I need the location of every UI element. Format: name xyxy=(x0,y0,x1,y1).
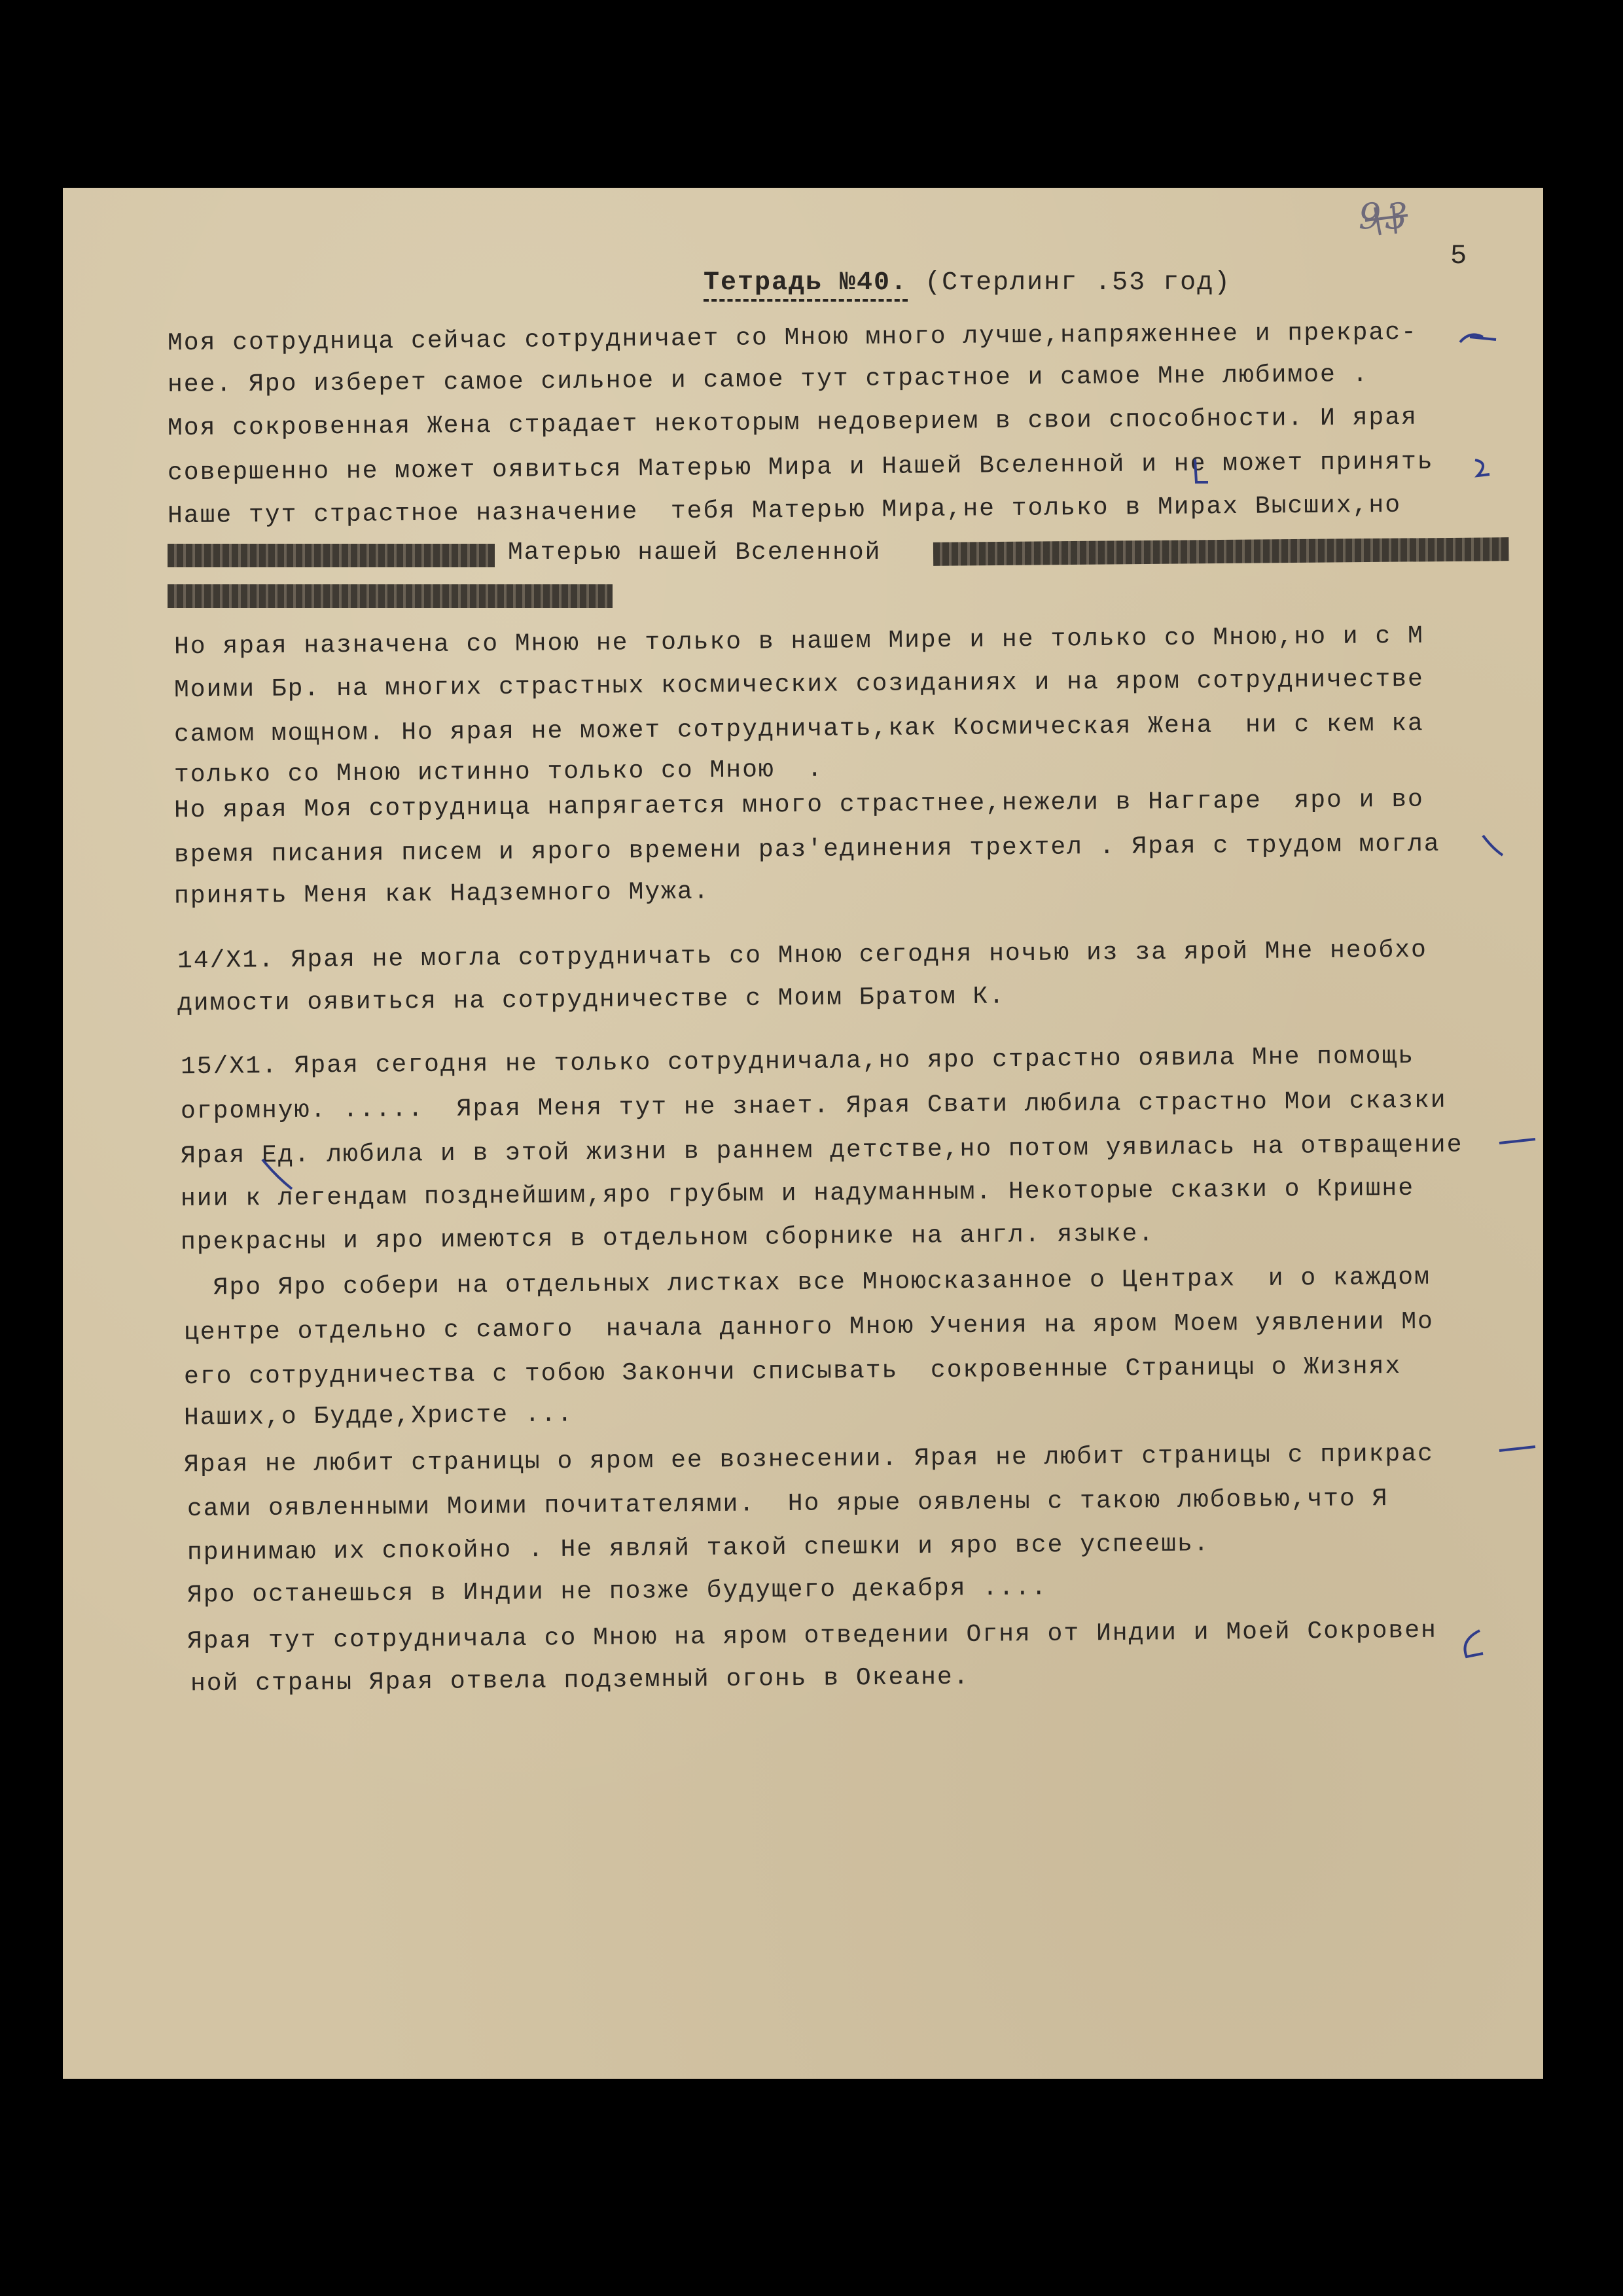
text-line: самом мощном. Но ярая не может сотрудничать,как Космическая Жена ни с кем ка xyxy=(173,709,1425,749)
text-line: 14/Х1. Ярая не могла сотрудничать со Мною сегодня ночью из за ярой Мне необхо xyxy=(177,936,1428,976)
text-line: Моя сотрудница сейчас сотрудничает со Мною много лучше,напряженнее и прекрас- xyxy=(167,318,1418,358)
correction-mark xyxy=(1457,1627,1489,1667)
text-line: Яро останешься в Индии не позже будущего декабря .... xyxy=(187,1574,1048,1610)
text-line: Но ярая назначена со Мною не только в нашем Мире и не только со Мною,но и с М xyxy=(173,622,1425,662)
text-line: Наше тут страстное назначение тебя Матерью Мира,не только в Мирах Высших,но xyxy=(167,491,1402,531)
insertion-mark xyxy=(1188,456,1215,489)
text-line: Моя сокровенная Жена страдает некоторым недоверием в свои способности. И ярая xyxy=(167,403,1418,443)
text-line: центре отдельно с самого начала данного Мною Учения на яром Моем уявлении Мо xyxy=(183,1307,1435,1347)
text-line: нии к легендам позднейшим,яро грубым и надуманным. Некоторые сказки о Кришне xyxy=(180,1174,1415,1214)
text-line: время писания писем и ярого времени раз'единения трехтел . Ярая с трудом могла xyxy=(173,830,1440,870)
text-line: Матерью нашей Вселенной xyxy=(508,539,882,567)
page-number: 5 xyxy=(1450,240,1467,272)
text-line: совершенно не может оявиться Матерью Мира и Нашей Вселенной и не может принять xyxy=(167,448,1434,487)
text-line: 15/Х1. Ярая сегодня не только сотрудничала,но яро страстно оявила Мне помощь xyxy=(180,1042,1415,1082)
hyphen-correction-mark xyxy=(1496,1130,1542,1156)
hyphen-correction-mark xyxy=(1496,1438,1542,1464)
text-line: принять Меня как Надземного Мужа. xyxy=(173,877,710,911)
text-line: Но ярая Моя сотрудница напрягается много страстнее,нежели в Наггаре яро и во xyxy=(173,785,1425,825)
struck-out-text xyxy=(168,544,495,567)
archive-mark-strike xyxy=(1362,201,1414,240)
hyphen-correction-mark xyxy=(1457,324,1503,357)
notebook-subtitle: (Стерлинг .53 год) xyxy=(925,268,1232,298)
text-line: Ярая Ед. любила и в этой жизни в раннем детстве,но потом уявилась на отвращение xyxy=(180,1131,1463,1171)
text-line: принимаю их спокойно . Не являй такой спешки и яро все успеешь. xyxy=(187,1530,1210,1567)
correction-mark xyxy=(1470,455,1496,481)
text-line: его сотрудничества с тобою Закончи списывать сокровенные Страницы о Жизнях xyxy=(183,1352,1402,1392)
document-page xyxy=(63,188,1543,2079)
text-line: ной страны Ярая отвела подземный огонь в Океане. xyxy=(190,1663,970,1699)
text-line: только со Мною истинно только со Мною . xyxy=(173,755,824,790)
text-line: Наших,о Будде,Христе ... xyxy=(183,1400,574,1432)
page-header xyxy=(635,239,1231,327)
struck-out-text xyxy=(933,537,1509,566)
text-line: Ярая тут сотрудничала со Мною на яром отведении Огня от Индии и Моей Сокровен xyxy=(187,1616,1438,1656)
text-line: димости оявиться на сотрудничестве с Моим Братом К. xyxy=(177,982,1006,1018)
letter-correction-mark xyxy=(259,1156,298,1195)
text-line: огромную. ..... Ярая Меня тут не знает. Ярая Свати любила страстно Мои сказки xyxy=(180,1086,1447,1126)
notebook-title: Тетрадь №40. xyxy=(704,268,908,302)
text-line: Моими Бр. на многих страстных космических созиданиях и на яром сотрудничестве xyxy=(173,665,1425,705)
text-line: нее. Яро изберет самое сильное и самое тут страстное и самое Мне любимое . xyxy=(167,360,1369,400)
text-line: сами оявленными Моими почитателями. Но ярые оявлены с такою любовью,что Я xyxy=(187,1484,1389,1524)
struck-out-text xyxy=(168,584,613,608)
text-line: прекрасны и яро имеются в отдельном сборнике на англ. языке. xyxy=(180,1220,1155,1257)
archive-number: 93 xyxy=(1359,196,1412,237)
text-line: Яро Яро собери на отдельных листках все Мноюсказанное о Центрах и о каждом xyxy=(180,1263,1431,1303)
text-line: Ярая не любит страницы о яром ее вознесении. Ярая не любит страницы с прикрас xyxy=(183,1439,1435,1479)
letter-correction-mark xyxy=(1476,829,1509,862)
